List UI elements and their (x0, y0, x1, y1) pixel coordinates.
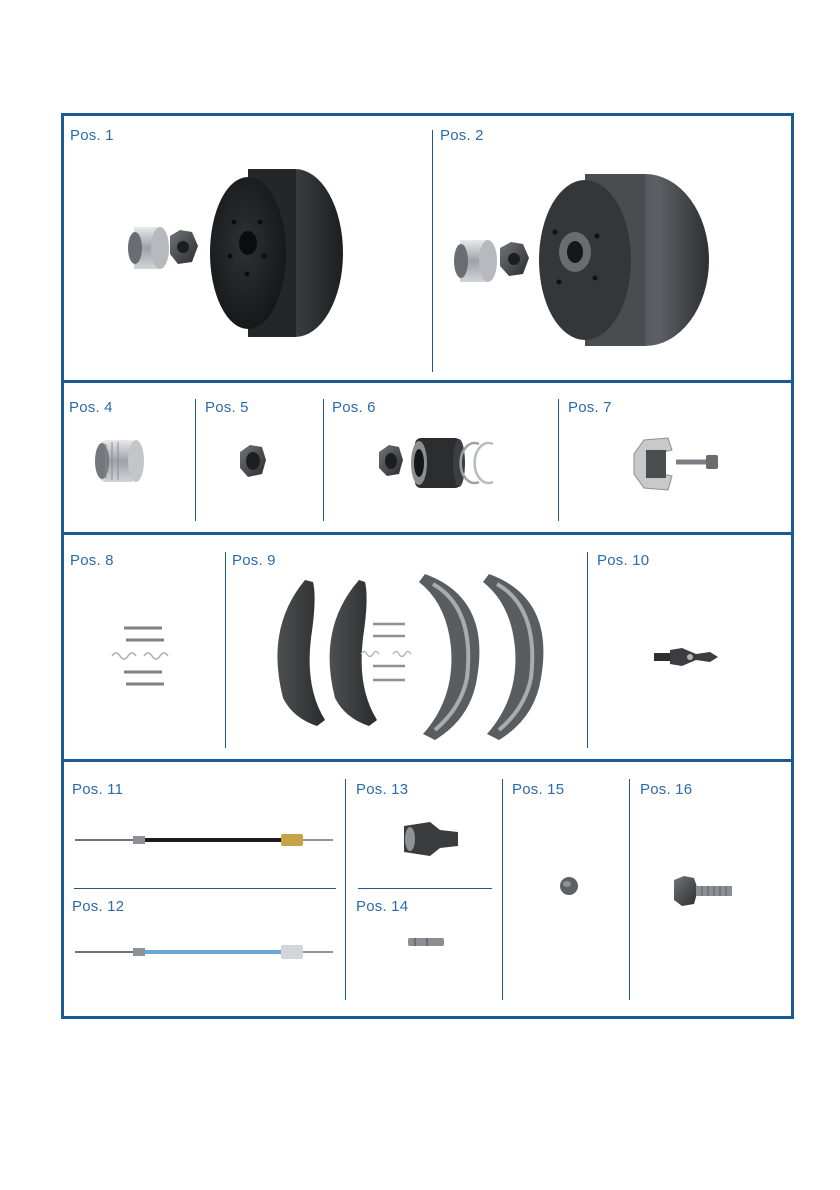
row-divider-1 (64, 380, 791, 383)
col-divider-row2-b (323, 399, 324, 521)
cable-fitting-image (402, 820, 460, 858)
spring-set-image (108, 620, 178, 698)
label-pos-15: Pos. 15 (512, 781, 565, 798)
clamp-bolt-image (628, 432, 723, 494)
label-pos-10: Pos. 10 (597, 552, 650, 569)
label-pos-2: Pos. 2 (440, 127, 484, 144)
label-pos-7: Pos. 7 (568, 399, 612, 416)
col-divider-row3-a (225, 552, 226, 748)
row-divider-2 (64, 532, 791, 535)
label-pos-6: Pos. 6 (332, 399, 376, 416)
brake-cable-image (75, 828, 337, 852)
col-divider-row2-c (558, 399, 559, 521)
col-divider-row2-a (195, 399, 196, 521)
dust-cap-image (559, 876, 579, 896)
col-divider-row4-c (629, 779, 630, 1000)
brake-cable-blue-image (75, 940, 337, 964)
label-pos-4: Pos. 4 (69, 399, 113, 416)
wheel-bolt-image (670, 874, 736, 908)
row-divider-3 (64, 759, 791, 762)
label-pos-9: Pos. 9 (232, 552, 276, 569)
adjuster-image (652, 646, 722, 668)
label-pos-11: Pos. 11 (72, 781, 124, 798)
col-divider-row3-b (587, 552, 588, 748)
cable-pin-image (407, 936, 447, 948)
label-pos-13: Pos. 13 (356, 781, 409, 798)
label-pos-12: Pos. 12 (72, 898, 125, 915)
col-divider-row1 (432, 130, 433, 372)
label-pos-8: Pos. 8 (70, 552, 114, 569)
bearing-icon (128, 227, 169, 269)
brake-drum-grey-image (455, 160, 715, 350)
bearing-icon (454, 240, 497, 282)
brake-drum-image (120, 158, 350, 348)
label-pos-5: Pos. 5 (205, 399, 249, 416)
axle-nut-set-image (375, 436, 510, 490)
label-pos-1: Pos. 1 (70, 127, 114, 144)
row4-split-left (74, 888, 336, 889)
hub-nut-icon (170, 230, 198, 264)
hub-nut-icon (500, 242, 529, 276)
row4-split-mid (358, 888, 492, 889)
label-pos-14: Pos. 14 (356, 898, 409, 915)
col-divider-row4-b (502, 779, 503, 1000)
col-divider-row4-a (345, 779, 346, 1000)
hub-nut-image (236, 442, 268, 480)
label-pos-16: Pos. 16 (640, 781, 693, 798)
bearing-image (92, 434, 148, 490)
brake-shoe-set-image (265, 568, 555, 746)
